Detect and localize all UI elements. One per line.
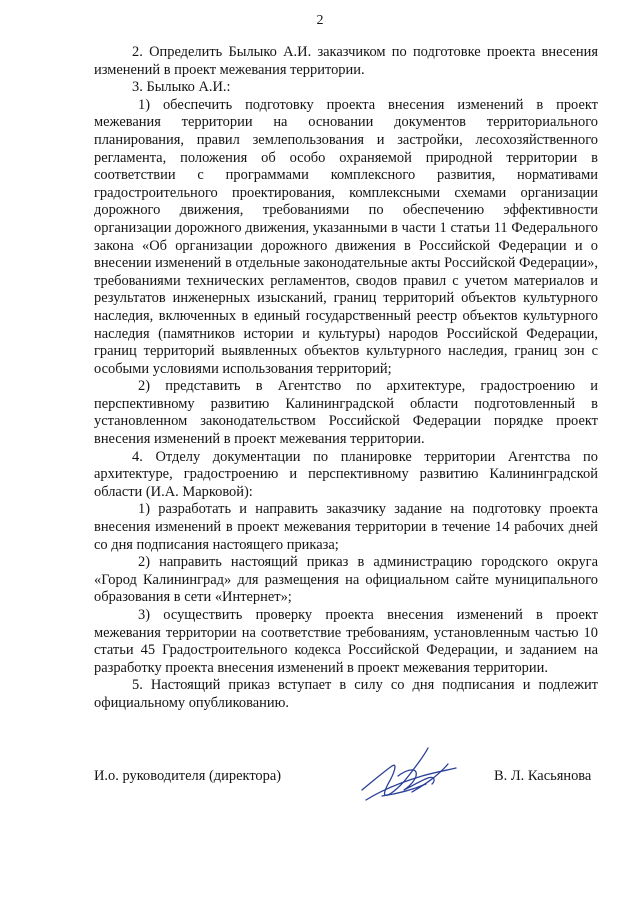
paragraph-item-2: 2. Определить Былыко А.И. заказчиком по подготовке проекта внесения изменений в проект межевания территории.	[94, 44, 598, 78]
subitem-3-1: 1) обеспечить подготовку проекта внесения изменений в проект межевания территории на основании документов территориального планирования, правил землепользования и застройки, лесохозяйственного регламента, положения об особо охраняемой природной территории в соответствии с программами комплексного развития, нормативами градостроительного проектирования, комплексными схемами организации дорожного движения, требованиями по обеспечению эффективности организации дорожного движения, указанными в части 1 статьи 11 Федерального закона «Об организации дорожного движения в Российской Федерации и о внесении изменений в отдельные законодательные акты Российской Федерации», требованиями технических регламентов, сводов правил с учетом материалов и результатов инженерных изысканий, границ территорий объектов культурного наследия, включенных в единый государственный реестр объектов культурного наследия (памятников истории и культуры) народов Российской Федерации, границ территорий выявленных объектов культурного наследия, границ зон с особыми условиями использования территорий;	[94, 96, 598, 377]
subitem-4-1: 1) разработать и направить заказчику задание на подготовку проекта внесения изменений в проект межевания территории в течение 14 рабочих дней со дня подписания настоящего приказа;	[94, 501, 598, 553]
handwritten-signature	[352, 740, 462, 810]
subitem-4-3: 3) осуществить проверку проекта внесения изменений в проект межевания территории на соответствие требованиям, установленным частью 10 статьи 45 Градостроительного кодекса Российской Федерации, и заданием на разработку проекта внесения изменений в проект межевания территории.	[94, 607, 598, 676]
subitem-4-2: 2) направить настоящий приказ в администрацию городского округа «Город Калининград» для размещения на официальном сайте муниципального образования в сети «Интернет»;	[94, 554, 598, 606]
subitem-3-2: 2) представить в Агентство по архитектуре, градостроению и перспективному развитию Калининградской области подготовленный в установленном законодательством Российской Федерации порядке проект внесения изменений в проект межевания территории.	[94, 378, 598, 448]
document-body	[94, 44, 598, 713]
paragraph-item-5: 5. Настоящий приказ вступает в силу со дня подписания и подлежит официальному опубликованию.	[94, 677, 598, 711]
page-number: 2	[316, 13, 324, 28]
paragraph-item-4: 4. Отделу документации по планировке территории Агентства по архитектуре, градостроению и перспективному развитию Калининградской области (И.А. Марковой):	[94, 448, 598, 500]
paragraph-item-3: 3. Былыко А.И.:	[132, 79, 231, 96]
signer-title: И.о. руководителя (директора)	[94, 768, 282, 784]
signer-name: В. Л. Касьянова	[494, 768, 592, 784]
